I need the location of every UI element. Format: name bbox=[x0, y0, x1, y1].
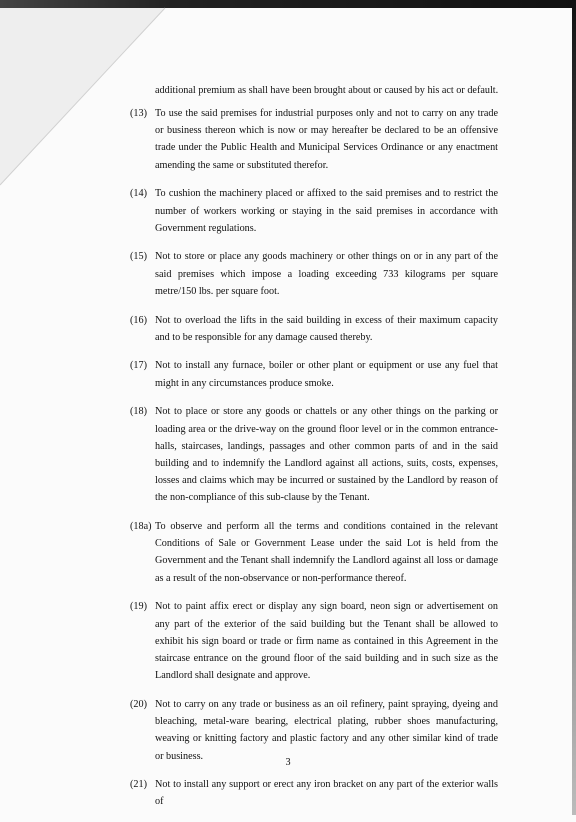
clause-text: Not to paint affix erect or display any sign board, neon sign or advertisement on any part of the exterior of the said building but the Tenant shall be allowed to exhibit his sign board or trade or firm name as contained in this Agreement in the staircase entrance on the ground floor of the said building and in such size as the Landlord shall designate and approve. bbox=[155, 601, 498, 682]
clause-18a bbox=[0, 518, 576, 587]
clause-number: (13) bbox=[130, 108, 147, 119]
clause-number: (20) bbox=[130, 698, 147, 710]
clause-14 bbox=[0, 185, 576, 237]
clause-15 bbox=[0, 248, 576, 300]
continued-clause-text: additional premium as shall have been brought about or caused by his act or default. bbox=[155, 85, 499, 96]
clause-19 bbox=[0, 598, 576, 684]
page-number: 3 bbox=[285, 757, 291, 768]
clause-text: Not to overload the lifts in the said building in excess of their maximum capacity and to be responsible for any damage caused thereby. bbox=[155, 314, 498, 343]
clause-20 bbox=[0, 696, 576, 765]
clause-number: (15) bbox=[130, 251, 147, 263]
clause-number: (18a) bbox=[130, 521, 152, 533]
clause-text: Not to store or place any goods machinery or other things on or in any part of the said premises which impose a loading exceeding 733 kilograms per square metre/150 lbs. per square foot. bbox=[155, 251, 498, 297]
clause-text: To use the said premises for industrial purposes only and not to carry on any trade or business thereon which is now or may hereafter be declared to be an offensive trade under the Public Health and Municipal Services Ordinance or any enactment amending the same or substituted therefor. bbox=[155, 108, 498, 171]
clause-number: (14) bbox=[130, 188, 147, 200]
clause-text: To observe and perform all the terms and conditions contained in the relevant Conditions of Sale or Government Lease under the said Lot is held from the Government and the Tenant shall indemnify the Landlord against all loss or damage as a result of the non-observance or non-performance thereof. bbox=[155, 521, 498, 584]
clause-text: Not to place or store any goods or chattels or any other things on the parking or loading area or the drive-way on the ground floor level or in the common entrance-halls, staircases, landings, passages and other common parts of and in the said building and to indemnify the Landlord against all actions, suits, costs, expenses, losses and claims which may be incurred or sustained by the Landlord by reason of the non-compliance of this sub-clause by the Tenant. bbox=[155, 406, 498, 504]
clause-number: (19) bbox=[130, 601, 147, 613]
clause-number: (21) bbox=[130, 779, 147, 791]
clause-number: (18) bbox=[130, 406, 147, 418]
clause-16 bbox=[0, 312, 576, 346]
clause-13 bbox=[0, 105, 576, 174]
clause-text: Not to carry on any trade or business as an oil refinery, paint spraying, dyeing and bleaching, metal-ware bearing, electrical plating, rubber shoes manufacturing, weaving or knitting factory and plastic factory and any other similar kind of trade or business. bbox=[155, 698, 498, 762]
clause-text: Not to install any furnace, boiler or other plant or equipment or use any fuel that might in any circumstances produce smoke. bbox=[155, 360, 498, 389]
clause-17 bbox=[0, 357, 576, 391]
clause-text: To cushion the machinery placed or affixed to the said premises and to restrict the number of workers working or staying in the said premises in accordance with Government regulations. bbox=[155, 188, 498, 234]
clause-list bbox=[0, 105, 576, 822]
clause-18 bbox=[0, 403, 576, 506]
clause-number: (17) bbox=[130, 360, 147, 372]
clause-text: Not to install any support or erect any iron bracket on any part of the exterior walls of bbox=[155, 779, 498, 808]
clause-number: (16) bbox=[130, 314, 147, 326]
clause-21 bbox=[0, 776, 576, 810]
